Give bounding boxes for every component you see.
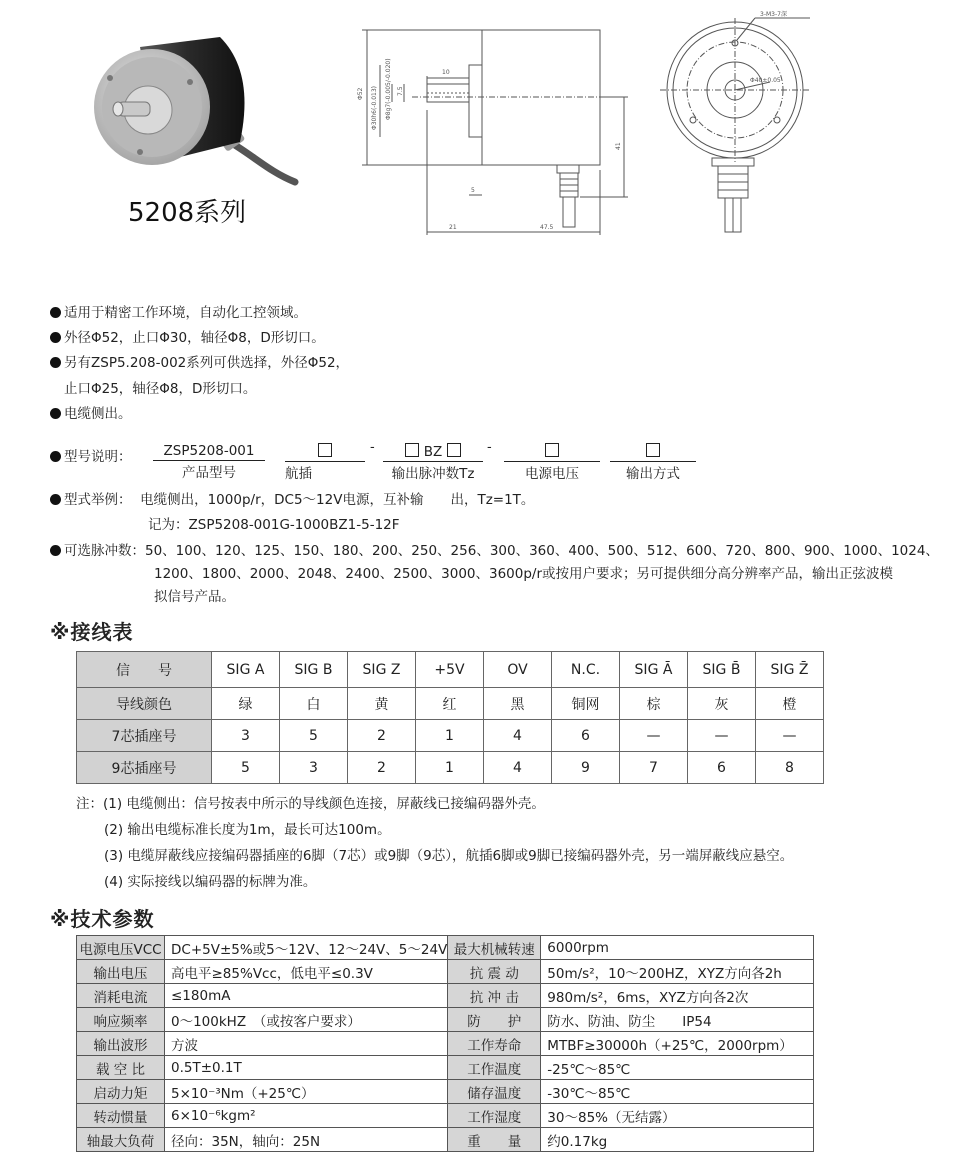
table-header-cell: SIG Z̄ xyxy=(756,652,824,688)
table-cell: 7芯插座号 xyxy=(77,720,212,752)
bullet-icon xyxy=(50,408,61,419)
note-line: (2) 输出电缆标准长度为1m，最长可达100m。 xyxy=(104,822,391,838)
bullet-icon xyxy=(50,494,61,505)
model-code-base: ZSP5208-001 产品型号 xyxy=(153,443,265,481)
spec-value: 30～85%（无结露） xyxy=(541,1104,814,1128)
note-line: 注：(1) 电缆侧出：信号按表中所示的导线颜色连接，屏蔽线已接编码器外壳。 xyxy=(76,796,545,812)
spec-value: 6×10⁻⁶kgm² xyxy=(165,1104,448,1128)
spec-value: 50m/s²，10～200HZ，XYZ方向各2h xyxy=(541,960,814,984)
table-cell: 4 xyxy=(484,752,552,784)
series-title: 5208系列 xyxy=(128,198,247,228)
feature-item: 另有ZSP5.208-002系列可供选择，外径Φ52， xyxy=(50,351,349,371)
table-header-cell: OV xyxy=(484,652,552,688)
spec-key: 响应频率 xyxy=(77,1008,165,1032)
table-row xyxy=(77,960,814,984)
table-cell: 黑 xyxy=(484,688,552,720)
table-header-cell: SIG B xyxy=(280,652,348,688)
spec-value: 高电平≥85%Vcc，低电平≤0.3V xyxy=(165,960,448,984)
wiring-table xyxy=(76,651,824,784)
pulses-line: 1200、1800、2000、2048、2400、2500、3000、3600p/r或按用户要求；另可提供细分高分辨率产品，输出正弦波模 xyxy=(154,566,894,582)
dim-label: 3-M3-7深 xyxy=(760,11,787,18)
spec-key: 转动惯量 xyxy=(77,1104,165,1128)
feature-item: 适用于精密工作环境，自动化工控领域。 xyxy=(50,301,307,321)
note-line: (4) 实际接线以编码器的标牌为准。 xyxy=(104,874,317,890)
spec-value: 980m/s²，6ms，XYZ方向各2次 xyxy=(541,984,814,1008)
spec-value: -30℃～85℃ xyxy=(541,1080,814,1104)
spec-value: MTBF≥30000h（+25℃，2000rpm） xyxy=(541,1032,814,1056)
spec-value: 防水、防油、防尘 IP54 xyxy=(541,1008,814,1032)
table-cell: 8 xyxy=(756,752,824,784)
table-row xyxy=(77,720,824,752)
feature-item: 外径Φ52，止口Φ30，轴径Φ8，D形切口。 xyxy=(50,326,325,346)
table-cell: 5 xyxy=(280,720,348,752)
spec-key: 启动力矩 xyxy=(77,1080,165,1104)
spec-key: 重 量 xyxy=(448,1128,541,1152)
separator-dash: - xyxy=(487,440,492,455)
table-cell: 4 xyxy=(484,720,552,752)
table-cell: — xyxy=(756,720,824,752)
dim-label: Φ40±0.05 xyxy=(750,77,781,84)
pulses-line: 拟信号产品。 xyxy=(154,589,235,605)
specs-heading: ※技术参数 xyxy=(50,907,155,931)
table-cell: 橙 xyxy=(756,688,824,720)
dim-label: Φ30h6(-0.013) xyxy=(371,85,378,130)
encoder-photo xyxy=(80,22,310,192)
table-cell: 灰 xyxy=(688,688,756,720)
table-row xyxy=(77,1056,814,1080)
side-dimension-drawing xyxy=(352,20,632,238)
spec-key: 工作温度 xyxy=(448,1056,541,1080)
spec-value: 6000rpm xyxy=(541,936,814,960)
table-cell: 绿 xyxy=(212,688,280,720)
table-cell: — xyxy=(688,720,756,752)
spec-value: 5×10⁻³Nm（+25℃） xyxy=(165,1080,448,1104)
spec-key: 储存温度 xyxy=(448,1080,541,1104)
placeholder-box-icon xyxy=(318,443,332,457)
table-row xyxy=(77,1080,814,1104)
spec-key: 输出电压 xyxy=(77,960,165,984)
table-header-cell: SIG A xyxy=(212,652,280,688)
specs-table xyxy=(76,935,814,1152)
table-row xyxy=(77,1032,814,1056)
placeholder-box-icon xyxy=(405,443,419,457)
table-row xyxy=(77,1128,814,1152)
bullet-icon xyxy=(50,357,61,368)
bullet-icon xyxy=(50,332,61,343)
dim-label: 10 xyxy=(442,69,450,76)
spec-value: DC+5V±5%或5～12V、12～24V、5～24V xyxy=(165,936,448,960)
model-code-voltage: 电源电压 xyxy=(504,443,600,482)
table-cell: 红 xyxy=(416,688,484,720)
spec-value: -25℃～85℃ xyxy=(541,1056,814,1080)
table-cell: 铜网 xyxy=(552,688,620,720)
table-cell: 7 xyxy=(620,752,688,784)
table-row xyxy=(77,1008,814,1032)
placeholder-box-icon xyxy=(447,443,461,457)
spec-key: 抗 震 动 xyxy=(448,960,541,984)
table-cell: 2 xyxy=(348,720,416,752)
spec-key: 电源电压VCC xyxy=(77,936,165,960)
spec-value: 方波 xyxy=(165,1032,448,1056)
table-cell: 1 xyxy=(416,720,484,752)
separator-dash: - xyxy=(370,440,375,455)
model-code-connector: 航插 xyxy=(285,443,365,482)
bullet-icon xyxy=(50,451,61,462)
spec-key: 轴最大负荷 xyxy=(77,1128,165,1152)
dim-label: Φ8g7(-0.005/-0.020) xyxy=(385,58,392,120)
table-cell: 黄 xyxy=(348,688,416,720)
wiring-heading: ※接线表 xyxy=(50,620,134,644)
spec-key: 载 空 比 xyxy=(77,1056,165,1080)
table-cell: — xyxy=(620,720,688,752)
dim-label: 21 xyxy=(449,224,457,231)
bullet-icon xyxy=(50,307,61,318)
table-cell: 6 xyxy=(688,752,756,784)
model-code-pulses: BZ 输出脉冲数Tz xyxy=(383,443,483,482)
table-row xyxy=(77,936,814,960)
table-header-cell: SIG Z xyxy=(348,652,416,688)
spec-key: 最大机械转速 xyxy=(448,936,541,960)
spec-key: 防 护 xyxy=(448,1008,541,1032)
placeholder-box-icon xyxy=(646,443,660,457)
table-row xyxy=(77,1104,814,1128)
table-cell: 9 xyxy=(552,752,620,784)
placeholder-box-icon xyxy=(545,443,559,457)
table-cell: 9芯插座号 xyxy=(77,752,212,784)
spec-key: 工作寿命 xyxy=(448,1032,541,1056)
table-header-cell: N.C. xyxy=(552,652,620,688)
table-cell: 1 xyxy=(416,752,484,784)
spec-key: 工作湿度 xyxy=(448,1104,541,1128)
bullet-icon xyxy=(50,545,61,556)
table-cell: 导线颜色 xyxy=(77,688,212,720)
model-code-label: 型号说明： xyxy=(50,445,132,465)
spec-value: 径向：35N，轴向：25N xyxy=(165,1128,448,1152)
spec-value: ≤180mA xyxy=(165,984,448,1008)
spec-key: 消耗电流 xyxy=(77,984,165,1008)
table-cell: 2 xyxy=(348,752,416,784)
table-row xyxy=(77,752,824,784)
example-notation: 记为：ZSP5208-001G-1000BZ1-5-12F xyxy=(148,517,400,533)
table-cell: 3 xyxy=(212,720,280,752)
spec-key: 输出波形 xyxy=(77,1032,165,1056)
spec-value: 0.5T±0.1T xyxy=(165,1056,448,1080)
table-header-cell: +5V xyxy=(416,652,484,688)
dim-label: 47.5 xyxy=(540,224,554,231)
table-header-cell: 信 号 xyxy=(77,652,212,688)
table-cell: 3 xyxy=(280,752,348,784)
table-row xyxy=(77,652,824,688)
dim-label: Φ52 xyxy=(357,87,364,100)
dim-label: 7.5 xyxy=(397,86,404,96)
example-line: 型式举例： 电缆侧出，1000p/r，DC5～12V电源，互补输 出，Tz=1T。 xyxy=(50,488,534,508)
table-cell: 6 xyxy=(552,720,620,752)
table-header-cell: SIG Ā xyxy=(620,652,688,688)
model-code-output: 输出方式 xyxy=(610,443,696,482)
table-cell: 棕 xyxy=(620,688,688,720)
dim-label: 5 xyxy=(471,187,475,194)
table-cell: 5 xyxy=(212,752,280,784)
spec-value: 约0.17kg xyxy=(541,1128,814,1152)
note-line: (3) 电缆屏蔽线应接编码器插座的6脚（7芯）或9脚（9芯），航插6脚或9脚已接编码器外壳，另一端屏蔽线应悬空。 xyxy=(104,848,794,864)
feature-item: 止口Φ25，轴径Φ8，D形切口。 xyxy=(64,381,257,397)
spec-value: 0～100kHZ （或按客户要求） xyxy=(165,1008,448,1032)
pulses-line: 可选脉冲数：50、100、120、125、150、180、200、250、256、300、360、400、500、512、600、720、800、900、1000、1024、 xyxy=(50,539,939,559)
table-cell: 白 xyxy=(280,688,348,720)
table-row xyxy=(77,688,824,720)
table-row xyxy=(77,984,814,1008)
dim-label: 41 xyxy=(615,142,622,150)
feature-item: 电缆侧出。 xyxy=(50,402,132,422)
front-dimension-drawing xyxy=(660,10,850,238)
spec-key: 抗 冲 击 xyxy=(448,984,541,1008)
table-header-cell: SIG B̄ xyxy=(688,652,756,688)
